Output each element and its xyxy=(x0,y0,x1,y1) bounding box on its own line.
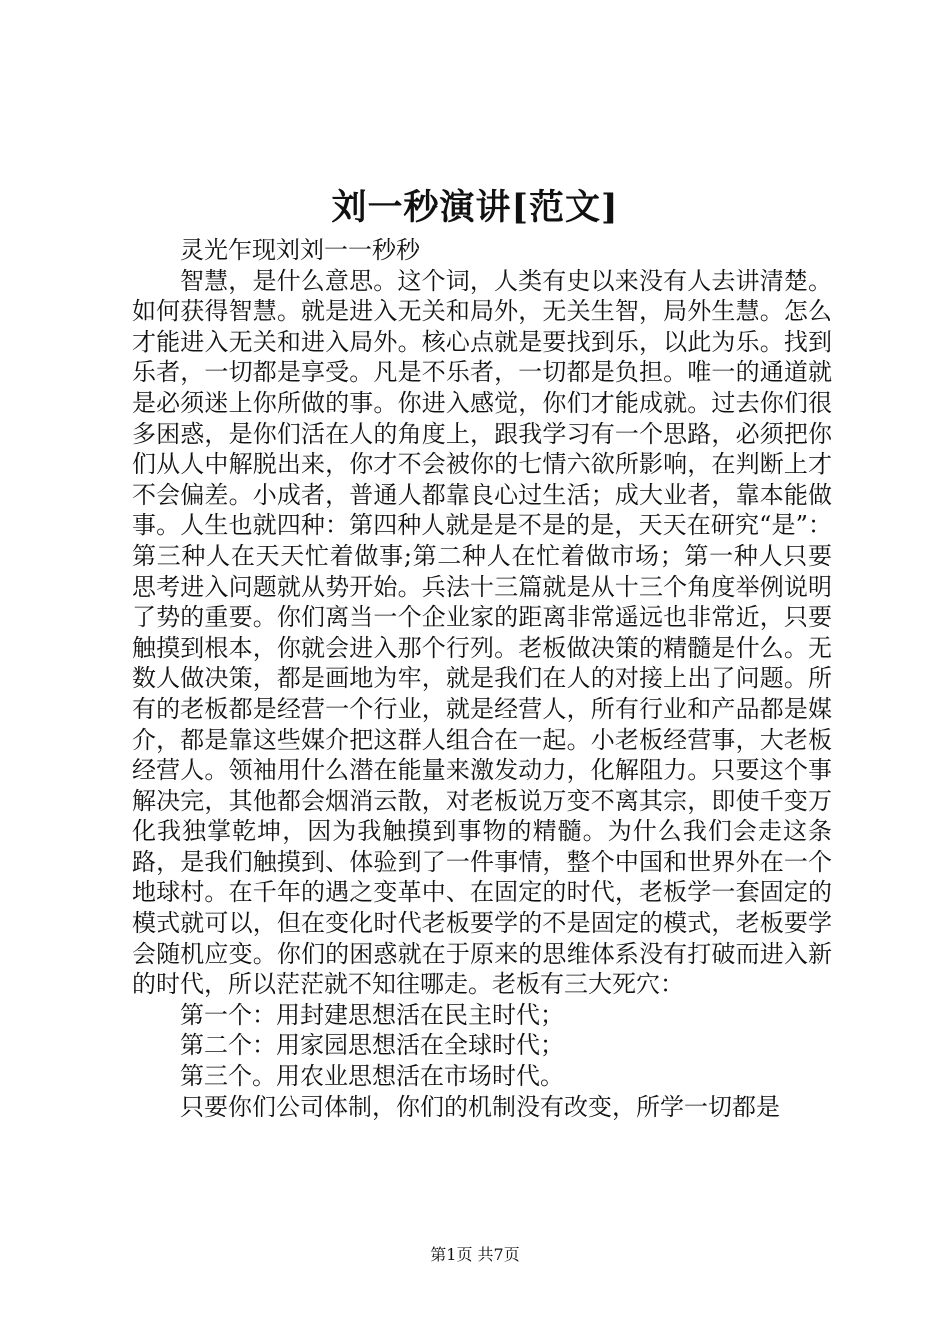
document-title: 刘一秒演讲[范文] xyxy=(331,187,619,228)
paragraph-continuation: 只要你们公司体制，你们的机制没有改变，所学一切都是 xyxy=(180,1092,780,1121)
paragraph-point-three: 第三个。用农业思想活在市场时代。 xyxy=(180,1062,564,1091)
document-body xyxy=(132,235,832,1122)
paragraph-point-two: 第二个：用家园思想活在全球时代； xyxy=(180,1031,564,1060)
paragraph-point-one: 第一个：用封建思想活在民主时代； xyxy=(180,1000,564,1029)
page-number-footer: 第1页 共7页 xyxy=(430,1245,520,1264)
paragraph-main: 智慧，是什么意思。这个词，人类有史以来没有人去讲清楚。如何获得智慧。就是进入无关和局外，无关生智，局外生慧。怎么才能进入无关和进入局外。核心点就是要找到乐，以此为乐。找到乐者，一切都是享受。凡是不乐者，一切都是负担。唯一的通道就是必须迷上你所做的事。你进入感觉，你们才能成就。过去你们很多困惑，是你们活在人的角度上，跟我学习有一个思路，必须把你们从人中解脱出来，你才不会被你的七情六欲所影响，在判断上才不会偏差。小成者，普通人都靠良心过生活；成大业者，靠本能做事。人生也就四种：第四种人就是是不是的是，天天在研究“是”：第三种人在天天忙着做事;第二种人在忙着做市场；第一种人只要思考进入问题就从势开始。兵法十三篇就是从十三个角度举例说明了势的重要。你们离当一个企业家的距离非常遥远也非常近，只要触摸到根本，你就会进入那个行列。老板做决策的精髓是什么。无数人做决策，都是画地为牢，就是我们在人的对接上出了问题。所有的老板都是经营一个行业，就是经营人，所有行业和产品都是媒介，都是靠这些媒介把这群人组合在一起。小老板经营事，大老板经营人。领袖用什么潜在能量来激发动力，化解阻力。只要这个事解决完，其他都会烟消云散，对老板说万变不离其宗，即使千变万化我独掌乾坤，因为我触摸到事物的精髓。为什么我们会走这条路，是我们触摸到、体验到了一件事情，整个中国和世界外在一个地球村。在千年的遇之变革中、在固定的时代，老板学一套固定的模式就可以，但在变化时代老板要学的不是固定的模式，老板要学会随机应变。你们的困惑就在于原来的思维体系没有打破而进入新的时代，所以茫茫就不知往哪走。老板有三大死穴： xyxy=(132,266,832,999)
paragraph-subtitle: 灵光乍现刘刘一一秒秒 xyxy=(180,236,420,264)
